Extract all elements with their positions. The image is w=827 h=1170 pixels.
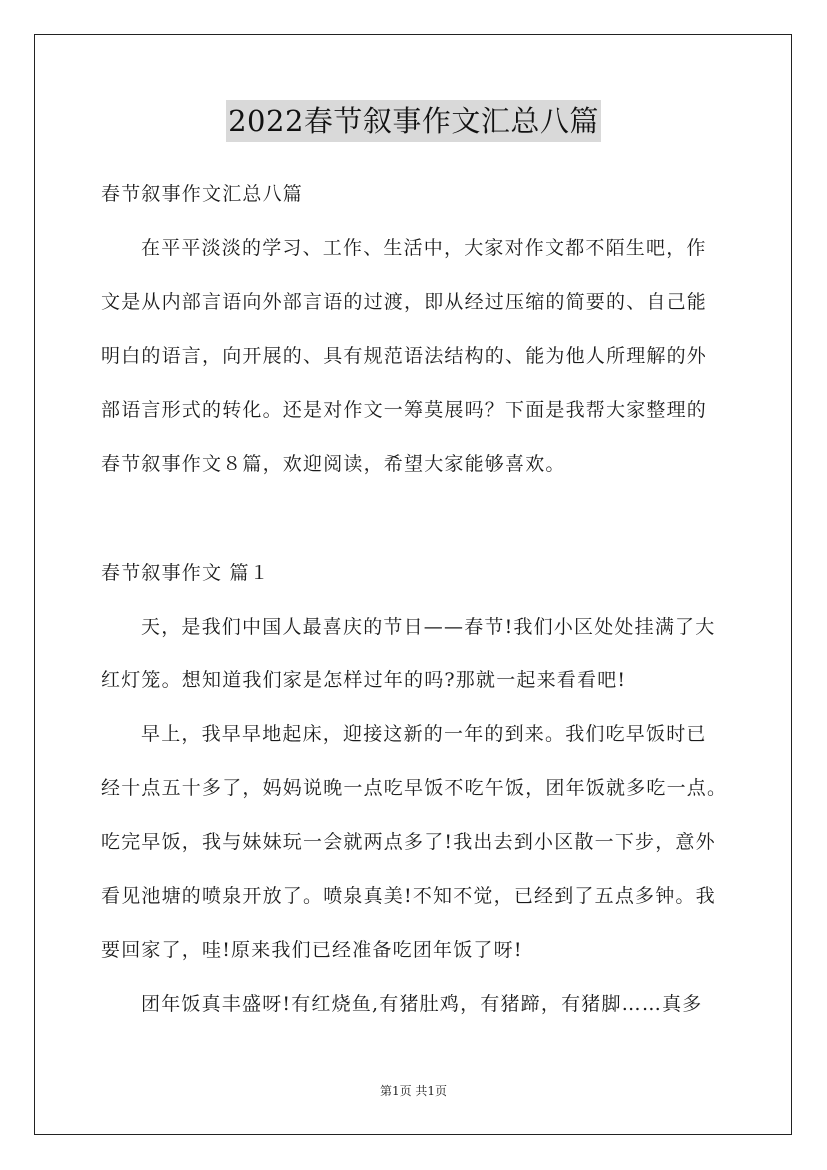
document-title: 2022春节叙事作文汇总八篇 xyxy=(226,100,601,142)
body-line: 红灯笼。想知道我们家是怎样过年的吗?那就一起来看看吧! xyxy=(101,669,627,691)
document-subtitle: 春节叙事作文汇总八篇 xyxy=(101,183,304,205)
body-line: 要回家了，哇!原来我们已经准备吃团年饭了呀! xyxy=(101,939,523,961)
intro-line: 在平平淡淡的学习、工作、生活中，大家对作文都不陌生吧，作 xyxy=(141,237,707,259)
body-line: 经十点五十多了，妈妈说晚一点吃早饭不吃午饭，团年饭就多吃一点。 xyxy=(101,777,728,799)
intro-line: 文是从内部言语向外部言语的过渡，即从经过压缩的简要的、自己能 xyxy=(101,291,708,313)
body-line: 吃完早饭，我与妹妹玩一会就两点多了!我出去到小区散一下步，意外 xyxy=(101,831,716,853)
intro-line: 春节叙事作文８篇，欢迎阅读，希望大家能够喜欢。 xyxy=(101,453,566,475)
body-line: 天，是我们中国人最喜庆的节日——春节!我们小区处处挂满了大 xyxy=(141,616,716,638)
intro-line: 明白的语言，向开展的、具有规范语法结构的、能为他人所理解的外 xyxy=(101,345,708,367)
title-container xyxy=(0,100,827,142)
section-heading: 春节叙事作文 篇１ xyxy=(101,562,270,584)
body-line: 团年饭真丰盛呀!有红烧鱼,有猪肚鸡，有猪蹄，有猪脚……真多 xyxy=(141,993,703,1015)
page-footer: 第1页 共1页 xyxy=(379,1084,448,1098)
body-line: 看见池塘的喷泉开放了。喷泉真美!不知不觉，已经到了五点多钟。我 xyxy=(101,885,716,907)
body-line: 早上，我早早地起床，迎接这新的一年的到来。我们吃早饭时已 xyxy=(141,723,707,745)
intro-line: 部语言形式的转化。还是对作文一筹莫展吗？下面是我帮大家整理的 xyxy=(101,399,708,421)
